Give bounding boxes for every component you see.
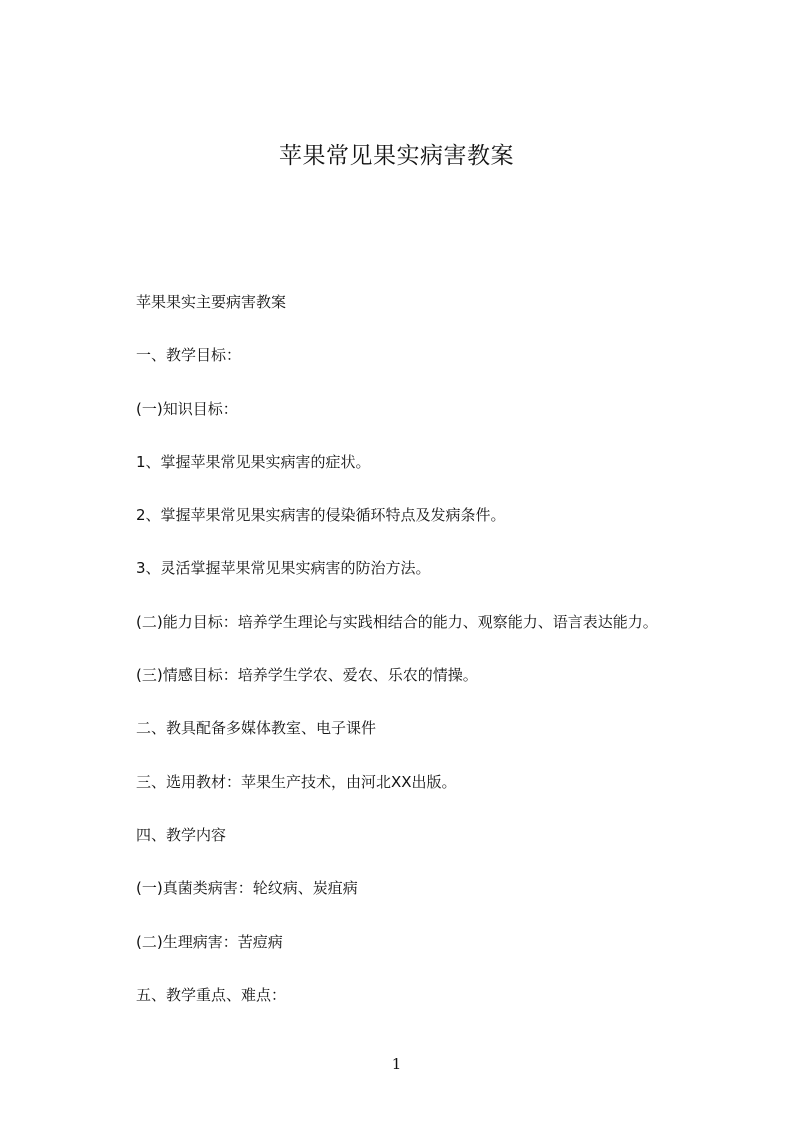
paragraph-goal-3: 3、灵活掌握苹果常见果实病害的防治方法。 (136, 559, 431, 578)
document-title: 苹果常见果实病害教案 (279, 143, 514, 169)
paragraph-knowledge-goals: (一)知识目标： (136, 399, 238, 418)
paragraph-subtitle: 苹果果实主要病害教案 (136, 293, 287, 311)
paragraph-goal-2: 2、掌握苹果常见果实病害的侵染循环特点及发病条件。 (136, 506, 506, 525)
document-body (136, 284, 736, 1030)
paragraph-emotion-goals: (三)情感目标：培养学生学农、爱农、乐农的情操。 (136, 666, 478, 685)
paragraph-ability-goals: (二)能力目标：培养学生理论与实践相结合的能力、观察能力、语言表达能力。 (136, 612, 658, 631)
paragraph-teaching-content: 四、教学内容 (136, 825, 227, 844)
paragraph-teaching-aids: 二、教具配备多媒体教室、电子课件 (136, 719, 377, 738)
paragraph-fungal-diseases: (一)真菌类病害：轮纹病、炭疽病 (136, 879, 358, 898)
page-number: 1 (391, 1055, 402, 1073)
paragraph-teaching-goals: 一、教学目标： (136, 346, 242, 365)
paragraph-key-points: 五、教学重点、难点： (136, 985, 287, 1004)
paragraph-goal-1: 1、掌握苹果常见果实病害的症状。 (136, 452, 371, 471)
paragraph-physiological-diseases: (二)生理病害：苦痘病 (136, 932, 283, 951)
paragraph-textbook: 三、选用教材：苹果生产技术，由河北XX出版。 (136, 772, 457, 791)
